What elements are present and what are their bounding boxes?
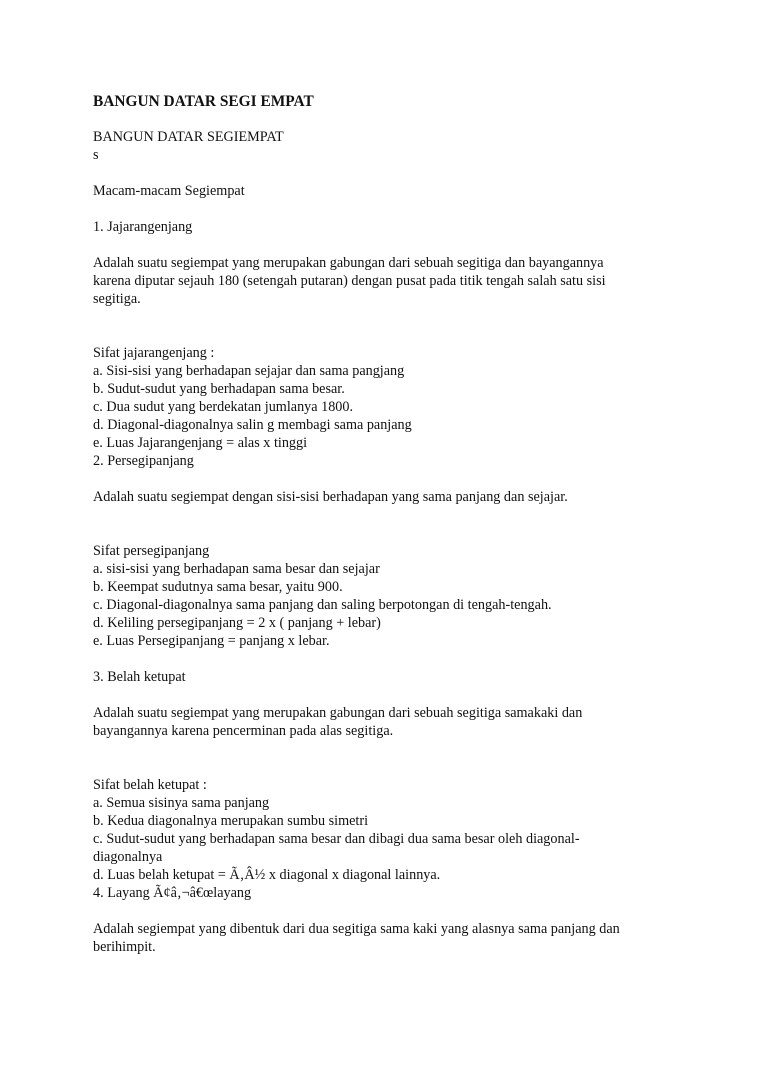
subtitle-stray-char: s xyxy=(93,147,99,163)
definition-line: Adalah suatu segiempat dengan sisi-sisi berhadapan yang sama panjang dan sejajar. xyxy=(93,489,568,505)
belah-ketupat-heading: 3. Belah ketupat xyxy=(93,669,186,685)
sifat-item: d. Keliling persegipanjang = 2 x ( panjang + lebar) xyxy=(93,615,381,631)
definition-line: karena diputar sejauh 180 (setengah putaran) dengan pusat pada titik tengah salah satu sisi xyxy=(93,273,606,289)
jajarangenjang-heading: 1. Jajarangenjang xyxy=(93,219,193,235)
jajarangenjang-sifat xyxy=(93,344,683,470)
sifat-item: diagonalnya xyxy=(93,849,163,865)
sifat-heading: Sifat persegipanjang xyxy=(93,543,210,559)
jajarangenjang-definition xyxy=(93,254,683,308)
sifat-item: e. Luas Jajarangenjang = alas x tinggi xyxy=(93,435,308,451)
document-body xyxy=(93,92,683,956)
sifat-item: c. Diagonal-diagonalnya sama panjang dan saling berpotongan di tengah-tengah. xyxy=(93,597,552,613)
sifat-item: a. Semua sisinya sama panjang xyxy=(93,795,270,811)
definition-line: segitiga. xyxy=(93,291,141,307)
sifat-item: e. Luas Persegipanjang = panjang x lebar. xyxy=(93,633,330,649)
sifat-heading: Sifat belah ketupat : xyxy=(93,777,207,793)
sifat-item: b. Sudut-sudut yang berhadapan sama besar. xyxy=(93,381,345,397)
definition-line: berihimpit. xyxy=(93,939,156,955)
sifat-item: d. Diagonal-diagonalnya salin g membagi sama panjang xyxy=(93,417,412,433)
definition-line: bayangannya karena pencerminan pada alas segitiga. xyxy=(93,723,394,739)
sifat-item: c. Dua sudut yang berdekatan jumlanya 1800. xyxy=(93,399,354,415)
definition-line: Adalah suatu segiempat yang merupakan gabungan dari sebuah segitiga samakaki dan xyxy=(93,705,583,721)
layang-layang-heading: 4. Layang Ã¢â‚¬â€œlayang xyxy=(93,885,252,901)
persegipanjang-sifat xyxy=(93,542,683,650)
belah-ketupat-sifat xyxy=(93,776,683,902)
definition-line: Adalah segiempat yang dibentuk dari dua segitiga sama kaki yang alasnya sama panjang dan xyxy=(93,921,620,937)
layang-layang-definition xyxy=(93,920,683,956)
sifat-item: b. Kedua diagonalnya merupakan sumbu simetri xyxy=(93,813,369,829)
sifat-item: a. sisi-sisi yang berhadapan sama besar dan sejajar xyxy=(93,561,380,577)
sifat-heading: Sifat jajarangenjang : xyxy=(93,345,215,361)
subtitle-block xyxy=(93,128,683,164)
subtitle: BANGUN DATAR SEGIEMPAT xyxy=(93,129,284,145)
document-title: BANGUN DATAR SEGI EMPAT xyxy=(93,93,314,110)
sifat-item: b. Keempat sudutnya sama besar, yaitu 900. xyxy=(93,579,343,595)
persegipanjang-heading: 2. Persegipanjang xyxy=(93,453,194,469)
belah-ketupat-definition xyxy=(93,704,683,740)
persegipanjang-definition xyxy=(93,488,683,506)
sifat-item: a. Sisi-sisi yang berhadapan sejajar dan sama pangjang xyxy=(93,363,405,379)
definition-line: Adalah suatu segiempat yang merupakan gabungan dari sebuah segitiga dan bayangannya xyxy=(93,255,604,271)
sifat-item: c. Sudut-sudut yang berhadapan sama besar dan dibagi dua sama besar oleh diagonal- xyxy=(93,831,580,847)
macam-heading: Macam-macam Segiempat xyxy=(93,183,245,199)
sifat-item: d. Luas belah ketupat = Ã‚Â½ x diagonal x diagonal lainnya. xyxy=(93,867,441,883)
